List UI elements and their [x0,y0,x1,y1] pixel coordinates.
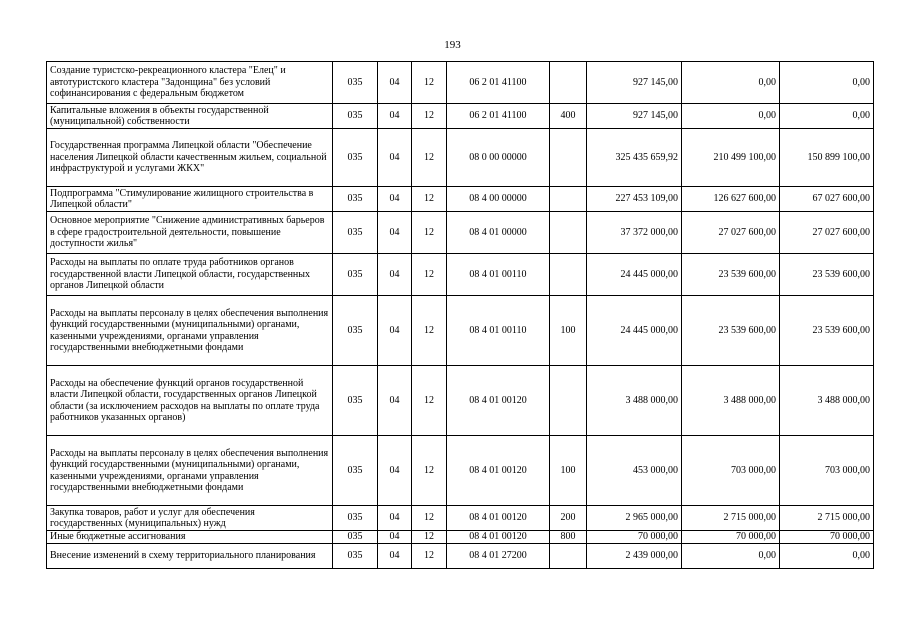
amount-year3-cell: 27 027 600,00 [780,212,874,254]
row-name-cell: Подпрограмма "Стимулирование жилищного строительства в Липецкой области" [47,187,333,212]
subsection-code-cell: 12 [412,296,447,366]
section-code-cell: 04 [378,436,412,506]
amount-year1-cell: 927 145,00 [587,104,682,129]
target-article-cell: 08 4 01 00120 [447,366,550,436]
expense-type-cell: 200 [550,506,587,531]
subsection-code-cell: 12 [412,366,447,436]
amount-year1-cell: 70 000,00 [587,531,682,544]
budget-table [46,61,874,569]
amount-year3-cell: 3 488 000,00 [780,366,874,436]
amount-year3-cell: 67 027 600,00 [780,187,874,212]
ministry-code-cell: 035 [333,129,378,187]
section-code-cell: 04 [378,212,412,254]
ministry-code-cell: 035 [333,254,378,296]
amount-year2-cell: 3 488 000,00 [682,366,780,436]
table-row [47,62,874,104]
target-article-cell: 08 0 00 00000 [447,129,550,187]
amount-year2-cell: 23 539 600,00 [682,296,780,366]
row-name-cell: Расходы на выплаты персоналу в целях обеспечения выполнения функций государственными (муниципальными) органами, казенными учреждениями, органами управления государственными внебюджетными фондами [47,296,333,366]
subsection-code-cell: 12 [412,531,447,544]
amount-year1-cell: 3 488 000,00 [587,366,682,436]
expense-type-cell [550,129,587,187]
row-name-cell: Основное мероприятие "Снижение административных барьеров в сфере градостроительной деятельности, повышение доступности жилья" [47,212,333,254]
row-name-cell: Создание туристско-рекреационного кластера "Елец" и автотуристского кластера "Задонщина" без условий софинансирования с федеральным бюджетом [47,62,333,104]
amount-year1-cell: 24 445 000,00 [587,254,682,296]
table-row [47,531,874,544]
expense-type-cell [550,366,587,436]
row-name-cell: Расходы на обеспечение функций органов государственной власти Липецкой области, государственных органов Липецкой области (за исключением расходов на выплаты по оплате труда работников указанных органов) [47,366,333,436]
row-name-cell: Иные бюджетные ассигнования [47,531,333,544]
amount-year3-cell: 23 539 600,00 [780,296,874,366]
section-code-cell: 04 [378,187,412,212]
row-name-cell: Капитальные вложения в объекты государственной (муниципальной) собственности [47,104,333,129]
section-code-cell: 04 [378,506,412,531]
ministry-code-cell: 035 [333,506,378,531]
amount-year2-cell: 27 027 600,00 [682,212,780,254]
budget-table-body [47,62,874,569]
expense-type-cell: 100 [550,436,587,506]
target-article-cell: 08 4 01 00110 [447,254,550,296]
table-row [47,129,874,187]
subsection-code-cell: 12 [412,129,447,187]
amount-year2-cell: 23 539 600,00 [682,254,780,296]
subsection-code-cell: 12 [412,254,447,296]
section-code-cell: 04 [378,104,412,129]
subsection-code-cell: 12 [412,506,447,531]
ministry-code-cell: 035 [333,296,378,366]
ministry-code-cell: 035 [333,531,378,544]
row-name-cell: Расходы на выплаты по оплате труда работников органов государственной власти Липецкой области, государственных органов Липецкой области [47,254,333,296]
target-article-cell: 08 4 01 00120 [447,506,550,531]
amount-year1-cell: 37 372 000,00 [587,212,682,254]
row-name-cell: Расходы на выплаты персоналу в целях обеспечения выполнения функций государственными (муниципальными) органами, казенными учреждениями, органами управления государственными внебюджетными фондами [47,436,333,506]
expense-type-cell [550,254,587,296]
table-row [47,544,874,569]
target-article-cell: 08 4 01 00120 [447,531,550,544]
table-row [47,366,874,436]
section-code-cell: 04 [378,129,412,187]
row-name-cell: Закупка товаров, работ и услуг для обеспечения государственных (муниципальных) нужд [47,506,333,531]
expense-type-cell: 800 [550,531,587,544]
section-code-cell: 04 [378,544,412,569]
ministry-code-cell: 035 [333,366,378,436]
amount-year2-cell: 0,00 [682,544,780,569]
target-article-cell: 06 2 01 41100 [447,104,550,129]
amount-year1-cell: 24 445 000,00 [587,296,682,366]
amount-year2-cell: 210 499 100,00 [682,129,780,187]
subsection-code-cell: 12 [412,212,447,254]
amount-year3-cell: 150 899 100,00 [780,129,874,187]
amount-year3-cell: 23 539 600,00 [780,254,874,296]
ministry-code-cell: 035 [333,62,378,104]
target-article-cell: 08 4 01 27200 [447,544,550,569]
amount-year3-cell: 0,00 [780,544,874,569]
target-article-cell: 08 4 01 00120 [447,436,550,506]
target-article-cell: 08 4 01 00110 [447,296,550,366]
subsection-code-cell: 12 [412,104,447,129]
table-row [47,506,874,531]
ministry-code-cell: 035 [333,187,378,212]
expense-type-cell: 400 [550,104,587,129]
subsection-code-cell: 12 [412,544,447,569]
amount-year2-cell: 70 000,00 [682,531,780,544]
row-name-cell: Государственная программа Липецкой области "Обеспечение населения Липецкой области качественным жильем, социальной инфраструктурой и услугами ЖКХ" [47,129,333,187]
amount-year3-cell: 70 000,00 [780,531,874,544]
row-name-cell: Внесение изменений в схему территориального планирования [47,544,333,569]
expense-type-cell [550,187,587,212]
subsection-code-cell: 12 [412,436,447,506]
amount-year3-cell: 0,00 [780,62,874,104]
expense-type-cell [550,212,587,254]
subsection-code-cell: 12 [412,62,447,104]
amount-year3-cell: 703 000,00 [780,436,874,506]
amount-year1-cell: 2 965 000,00 [587,506,682,531]
amount-year2-cell: 703 000,00 [682,436,780,506]
amount-year1-cell: 325 435 659,92 [587,129,682,187]
ministry-code-cell: 035 [333,544,378,569]
table-row [47,296,874,366]
table-row [47,254,874,296]
ministry-code-cell: 035 [333,436,378,506]
expense-type-cell [550,62,587,104]
amount-year3-cell: 2 715 000,00 [780,506,874,531]
amount-year1-cell: 2 439 000,00 [587,544,682,569]
subsection-code-cell: 12 [412,187,447,212]
section-code-cell: 04 [378,531,412,544]
amount-year1-cell: 453 000,00 [587,436,682,506]
amount-year1-cell: 927 145,00 [587,62,682,104]
amount-year2-cell: 0,00 [682,104,780,129]
section-code-cell: 04 [378,366,412,436]
ministry-code-cell: 035 [333,104,378,129]
expense-type-cell [550,544,587,569]
target-article-cell: 08 4 01 00000 [447,212,550,254]
expense-type-cell: 100 [550,296,587,366]
table-row [47,104,874,129]
table-row [47,187,874,212]
target-article-cell: 08 4 00 00000 [447,187,550,212]
table-row [47,212,874,254]
page-number: 193 [444,39,461,51]
amount-year2-cell: 0,00 [682,62,780,104]
amount-year2-cell: 126 627 600,00 [682,187,780,212]
section-code-cell: 04 [378,296,412,366]
table-row [47,436,874,506]
amount-year3-cell: 0,00 [780,104,874,129]
ministry-code-cell: 035 [333,212,378,254]
target-article-cell: 06 2 01 41100 [447,62,550,104]
amount-year1-cell: 227 453 109,00 [587,187,682,212]
section-code-cell: 04 [378,62,412,104]
amount-year2-cell: 2 715 000,00 [682,506,780,531]
section-code-cell: 04 [378,254,412,296]
